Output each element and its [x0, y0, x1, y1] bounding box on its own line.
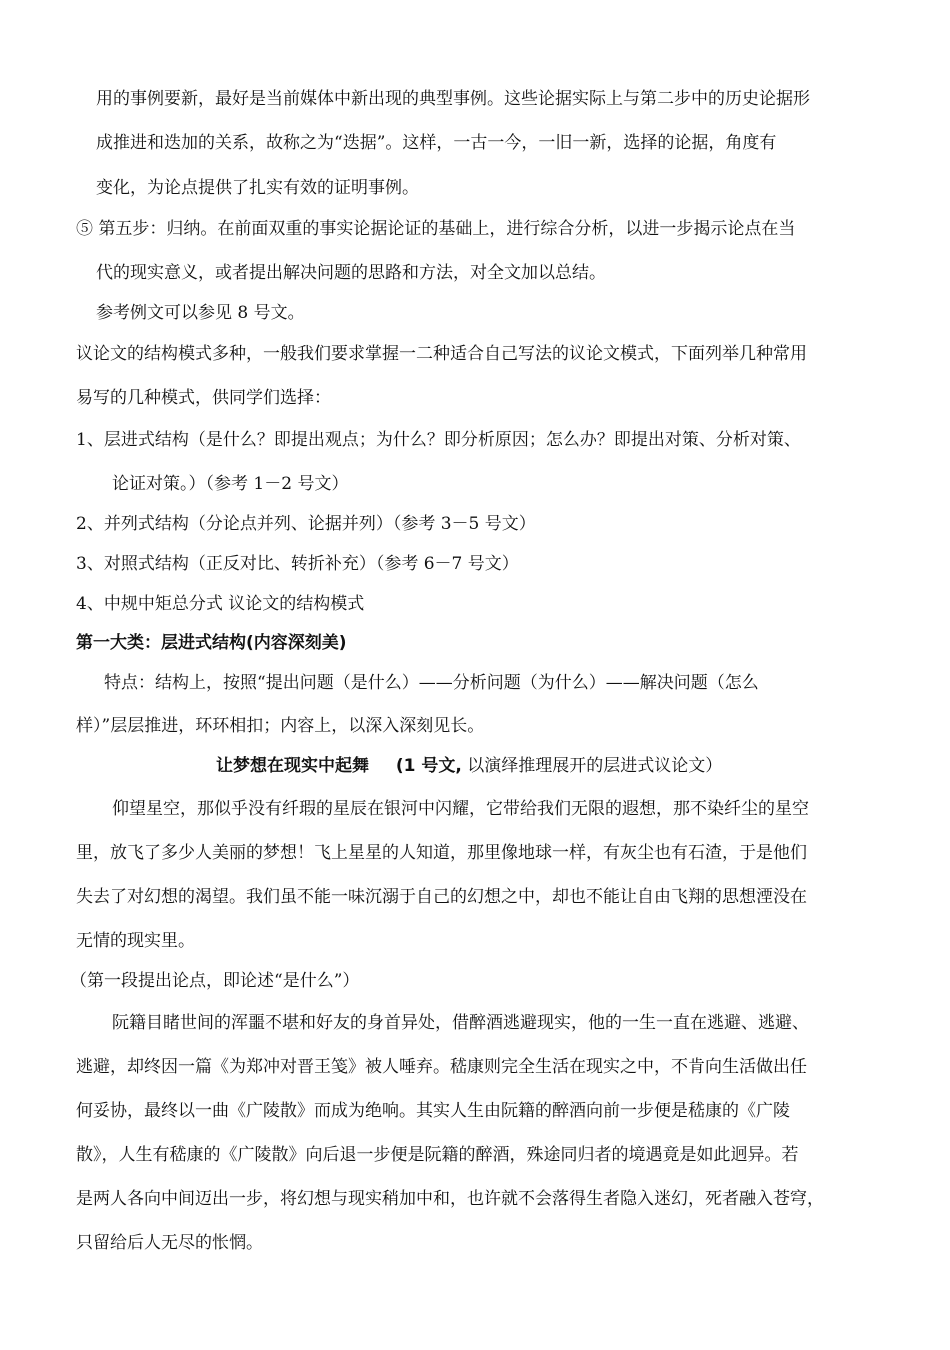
list-item: 1、层进式结构（是什么？即提出观点；为什么？即分析原因；怎么办？即提出对策、分析对策、 [76, 430, 801, 450]
paragraph-line: 变化，为论点提供了扎实有效的证明事例。 [96, 178, 419, 198]
list-item: 2、并列式结构（分论点并列、论据并列）（参考 3－5 号文） [76, 514, 536, 534]
annotation-note: （第一段提出论点，即论述“是什么”） [70, 971, 360, 991]
paragraph-line: 代的现实意义，或者提出解决问题的思路和方法，对全文加以总结。 [96, 263, 606, 283]
essay-line: 何妥协，最终以一曲《广陵散》而成为绝响。其实人生由阮籍的醉酒向前一步便是嵇康的《广陵 [76, 1101, 790, 1121]
essay-line: 只留给后人无尽的怅惘。 [76, 1233, 263, 1253]
essay-line: 无情的现实里。 [76, 931, 195, 951]
list-item: 3、对照式结构（正反对比、转折补充）（参考 6－7 号文） [76, 554, 519, 574]
essay-title [216, 755, 722, 777]
essay-line: 失去了对幻想的渴望。我们虽不能一味沉溺于自己的幻想之中，却也不能让自由飞翔的思想湮没在 [76, 887, 807, 907]
list-item-continuation: 论证对策。）（参考 1－2 号文） [112, 474, 349, 494]
feature-line: 样）”层层推进，环环相扣；内容上，以深入深刻见长。 [76, 716, 485, 736]
step-five-line: ⑤ 第五步：归纳。在前面双重的事实论据论证的基础上，进行综合分析，以进一步揭示论点在当 [76, 219, 796, 239]
paragraph-line: 成推进和迭加的关系，故称之为“迭据”。这样，一古一今，一旧一新，选择的论据，角度有 [96, 133, 777, 153]
paragraph-line: 议论文的结构模式多种，一般我们要求掌握一二种适合自己写法的议论文模式，下面列举几种常用 [76, 344, 807, 364]
essay-title-main: 让梦想在现实中起舞 [216, 756, 369, 776]
essay-line: 仰望星空，那似乎没有纤瑕的星辰在银河中闪耀，它带给我们无限的遐想，那不染纤尘的星空 [112, 799, 809, 819]
feature-line: 特点：结构上，按照“提出问题（是什么）——分析问题（为什么）——解决问题（怎么 [104, 673, 759, 693]
essay-line: 逃避，却终因一篇《为郑冲对晋王笺》被人唾弃。嵇康则完全生活在现实之中，不肯向生活做出任 [76, 1057, 807, 1077]
reference-note: 参考例文可以参见 8 号文。 [96, 303, 305, 323]
essay-line: 是两人各向中间迈出一步，将幻想与现实稍加中和，也许就不会落得生者隐入迷幻，死者融入苍穹， [76, 1189, 824, 1209]
essay-line: 阮籍目睹世间的浑噩不堪和好友的身首异处，借醉酒逃避现实，他的一生一直在逃避、逃避、 [112, 1013, 809, 1033]
list-item: 4、中规中矩总分式 议论文的结构模式 [76, 594, 365, 614]
paragraph-line: 用的事例要新，最好是当前媒体中新出现的典型事例。这些论据实际上与第二步中的历史论据形 [96, 89, 810, 109]
essay-title-number: (1 号文, [395, 756, 462, 776]
essay-title-note: 以演绎推理展开的层进式议论文） [467, 756, 723, 776]
essay-line: 散》，人生有嵇康的《广陵散》向后退一步便是阮籍的醉酒，殊途同归者的境遇竟是如此迥异。若 [76, 1145, 799, 1165]
paragraph-line: 易写的几种模式，供同学们选择： [76, 388, 331, 408]
essay-line: 里，放飞了多少人美丽的梦想！飞上星星的人知道，那里像地球一样，有灰尘也有石渣，于是他们 [76, 843, 807, 863]
section-heading: 第一大类：层进式结构(内容深刻美) [76, 633, 347, 653]
